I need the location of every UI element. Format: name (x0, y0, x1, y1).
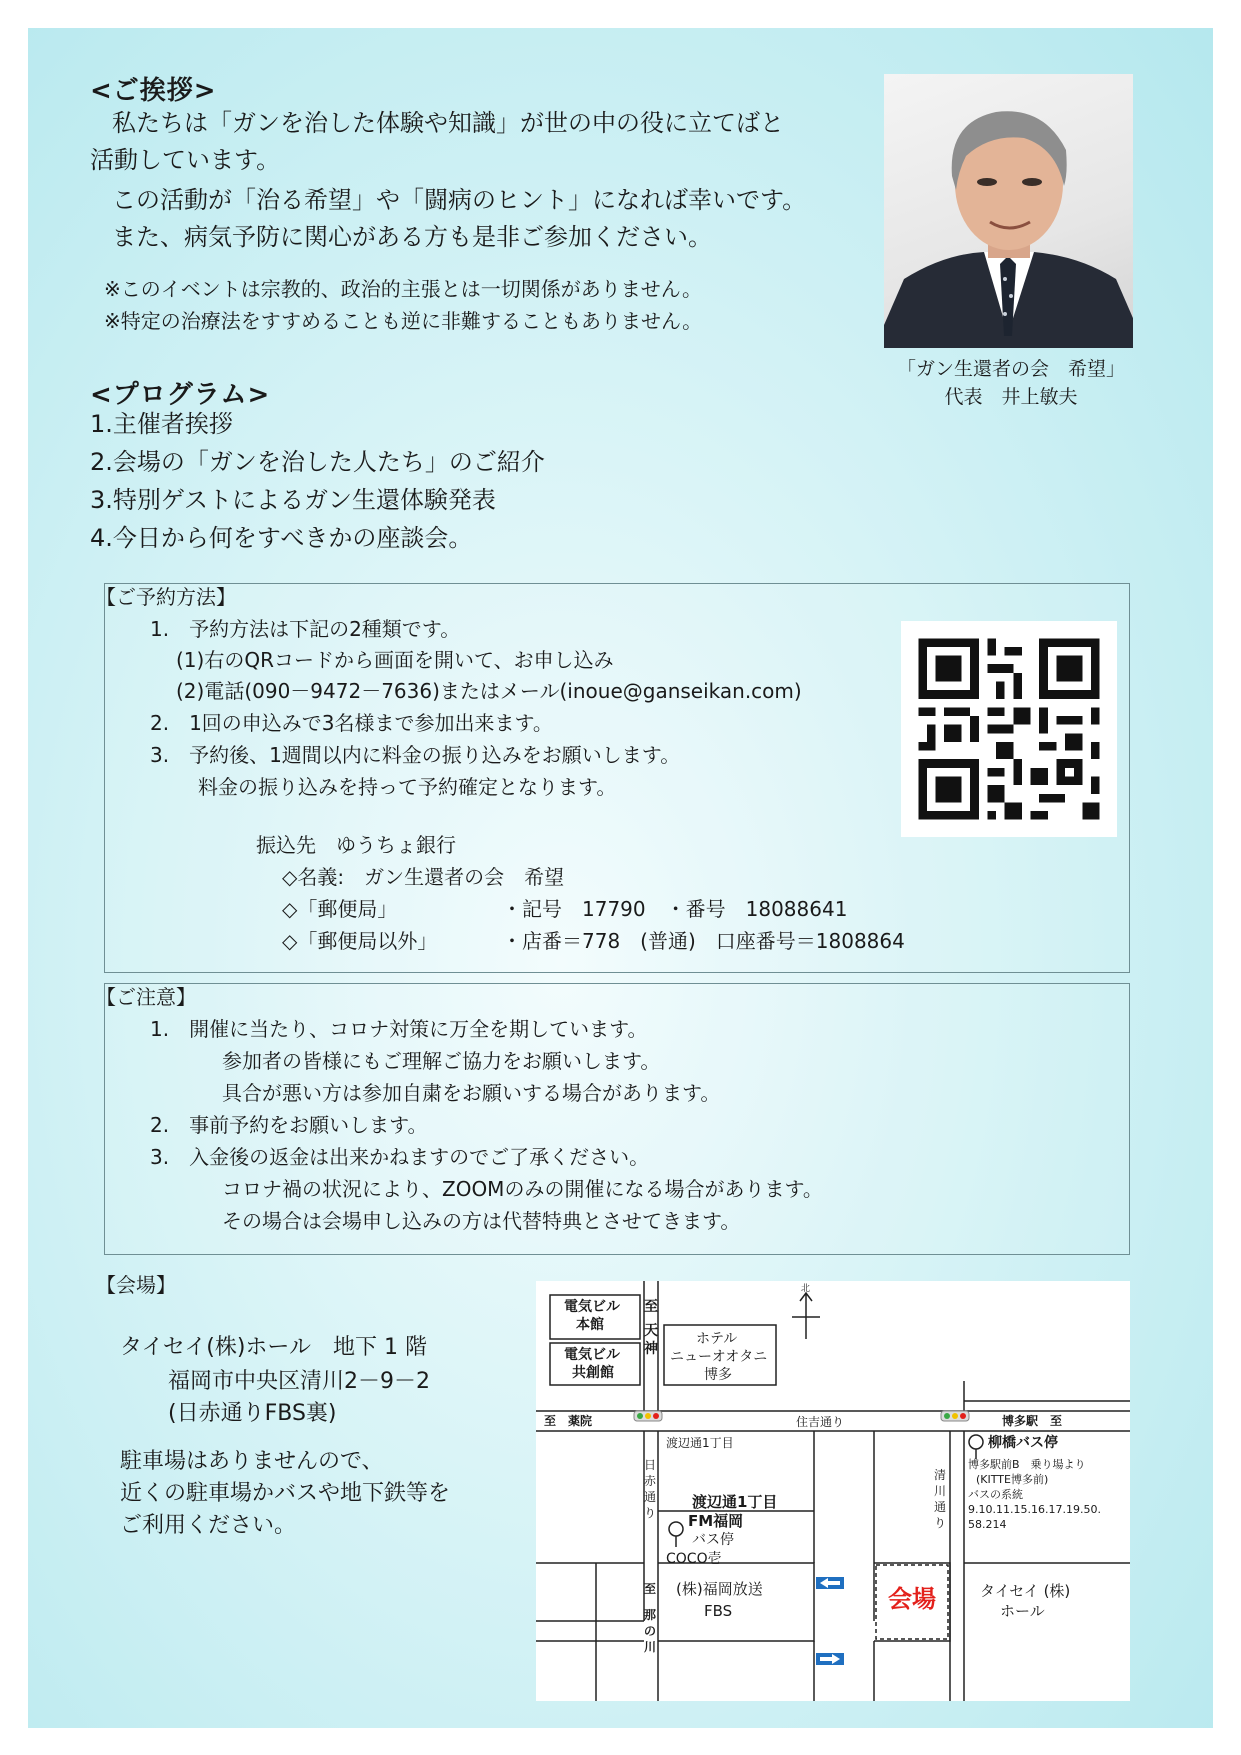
map-yanagibashi-info-5: 58.214 (968, 1518, 1007, 1531)
greeting-line-3: この活動が「治る希望」や「闘病のヒント」になれば幸いです。 (112, 186, 807, 214)
map-to-tenjin-3: 神 (644, 1341, 658, 1357)
caution-line-1: 1. 開催に当たり、コロナ対策に万全を期しています。 (150, 1017, 648, 1041)
map-kiyokawa-4: り (934, 1516, 947, 1530)
bank-holder: ◇名義: ガン生還者の会 希望 (282, 865, 565, 889)
map-to-nanokawa-4: 川 (644, 1640, 657, 1654)
reservation-line-2: (1)右のQRコードから画面を開いて、お申し込み (176, 648, 614, 672)
map-hotel-1: ホテル (696, 1331, 738, 1347)
reservation-qr-code[interactable] (901, 621, 1117, 837)
map-hotel-3: 博多 (704, 1367, 732, 1383)
map-hotel-2: ニューオオタニ (670, 1349, 768, 1365)
map-to-tenjin-1: 至 (644, 1299, 658, 1315)
map-denki-kyosokan-2: 共創館 (572, 1365, 614, 1381)
map-to-nanokawa-2: 那 (644, 1608, 657, 1622)
map-to-tenjin-2: 天 (644, 1323, 658, 1339)
map-taisei-1: タイセイ (株) (980, 1582, 1071, 1600)
map-watanabe-stop-3: バス停 (692, 1532, 734, 1548)
map-to-nanokawa-1: 至 (644, 1582, 657, 1596)
greeting-heading: <ご挨拶> (90, 76, 217, 106)
map-nisseki-4: り (644, 1506, 657, 1520)
map-to-nanokawa-3: の (644, 1624, 657, 1638)
map-kiyokawa-3: 通 (934, 1500, 947, 1514)
caution-line-6: コロナ禍の状況により、ZOOMのみの開催になる場合があります。 (222, 1177, 823, 1201)
map-denki-honkan-1: 電気ビル (564, 1299, 620, 1315)
parking-line-1: 駐車場はありませんので、 (120, 1449, 384, 1474)
reservation-line-1: 1. 予約方法は下記の2種類です。 (150, 617, 461, 641)
reservation-line-3: (2)電話(090－9472－7636)またはメール(inoue@ganseikan.com) (176, 679, 802, 703)
venue-line-1: タイセイ(株)ホール 地下 1 階 (120, 1335, 427, 1360)
map-fbs-2: FBS (704, 1602, 733, 1620)
greeting-line-4: また、病気予防に関心がある方も是非ご参加ください。 (112, 223, 712, 251)
traffic-light-left (634, 1411, 662, 1421)
program-item-4: 4.今日から何をすべきかの座談会。 (90, 524, 473, 552)
bank-postal-label: ◇「郵便局」 (282, 897, 398, 921)
map-north-label: 北 (801, 1284, 811, 1294)
reservation-heading: 【ご予約方法】 (96, 585, 236, 609)
greeting-line-1: 私たちは「ガンを治した体験や知識」が世の中の役に立てばと (112, 109, 784, 137)
traffic-light-right (941, 1411, 969, 1421)
parking-line-3: ご利用ください。 (120, 1513, 297, 1538)
map-yanagibashi-stop: 柳橋バス停 (988, 1435, 1058, 1451)
venue-line-2: 福岡市中央区清川2－9－2 (168, 1369, 430, 1394)
program-item-2: 2.会場の「ガンを治した人たち」のご紹介 (90, 448, 545, 476)
map-watanabe-stop-2: FM福岡 (688, 1512, 744, 1530)
venue-map (536, 1281, 1130, 1701)
map-venue-marker: 会場 (888, 1585, 936, 1613)
map-taisei-2: ホール (1000, 1602, 1045, 1620)
map-kiyokawa-1: 清 (934, 1468, 947, 1482)
map-watanabe-sign: 渡辺通1丁目 (666, 1436, 734, 1450)
greeting-note-2: ※特定の治療法をすすめることも逆に非難することもありません。 (104, 309, 703, 333)
map-denki-kyosokan-1: 電気ビル (564, 1347, 620, 1363)
bank-title: 振込先 ゆうちょ銀行 (256, 833, 456, 857)
map-fbs-1: (株)福岡放送 (676, 1580, 763, 1598)
caution-line-4: 2. 事前予約をお願いします。 (150, 1113, 428, 1137)
map-nisseki-2: 赤 (644, 1474, 657, 1488)
map-to-hakata: 博多駅 至 (1002, 1414, 1063, 1428)
map-yanagibashi-info-4: 9.10.11.15.16.17.19.50. (968, 1503, 1101, 1516)
map-yanagibashi-info-2: (KITTE博多前) (976, 1473, 1049, 1486)
reservation-line-5: 3. 予約後、1週間以内に料金の振り込みをお願いします。 (150, 743, 681, 767)
venue-line-3: (日赤通りFBS裏) (168, 1401, 337, 1426)
representative-org: 「ガン生還者の会 希望」 (896, 358, 1125, 380)
map-kiyokawa-2: 川 (934, 1484, 947, 1498)
program-heading: <プログラム> (90, 380, 271, 410)
reservation-line-4: 2. 1回の申込みで3名様まで参加出来ます。 (150, 711, 553, 735)
parking-line-2: 近くの駐車場かバスや地下鉄等を (120, 1481, 451, 1506)
caution-line-2: 参加者の皆様にもご理解ご協力をお願いします。 (222, 1049, 661, 1073)
caution-line-5: 3. 入金後の返金は出来かねますのでご了承ください。 (150, 1145, 650, 1169)
map-yanagibashi-info-3: バスの系統 (968, 1488, 1023, 1501)
caution-line-7: その場合は会場申し込みの方は代替特典とさせてきます。 (222, 1209, 741, 1233)
map-watanabe-stop-1: 渡辺通1丁目 (692, 1493, 778, 1511)
program-item-3: 3.特別ゲストによるガン生還体験発表 (90, 486, 496, 514)
map-to-yakuin: 至 薬院 (544, 1414, 593, 1428)
caution-heading: 【ご注意】 (96, 985, 196, 1009)
program-item-1: 1.主催者挨拶 (90, 410, 233, 438)
representative-name: 代表 井上敏夫 (944, 386, 1078, 408)
caution-line-3: 具合が悪い方は参加自粛をお願いする場合があります。 (222, 1081, 721, 1105)
map-nisseki-3: 通 (644, 1490, 657, 1504)
representative-photo (884, 74, 1133, 348)
bank-other-label: ◇「郵便局以外」 (282, 929, 438, 953)
map-denki-honkan-2: 本館 (576, 1317, 604, 1333)
bank-other-value: ・店番＝778 (普通) 口座番号＝1808864 (502, 929, 905, 953)
bank-postal-value: ・記号 17790 ・番号 18088641 (502, 897, 848, 921)
venue-heading: 【会場】 (96, 1273, 176, 1297)
greeting-note-1: ※このイベントは宗教的、政治的主張とは一切関係がありません。 (104, 277, 702, 301)
map-watanabe-stop-4: COCO壱 (666, 1551, 722, 1567)
greeting-line-2: 活動しています。 (90, 146, 281, 174)
map-nisseki-1: 日 (644, 1458, 657, 1472)
reservation-line-6: 料金の振り込みを持って予約確定となります。 (198, 775, 617, 799)
map-yanagibashi-info-1: 博多駅前B 乗り場より (968, 1458, 1086, 1471)
map-sumiyoshi-dori: 住吉通り (796, 1415, 845, 1429)
